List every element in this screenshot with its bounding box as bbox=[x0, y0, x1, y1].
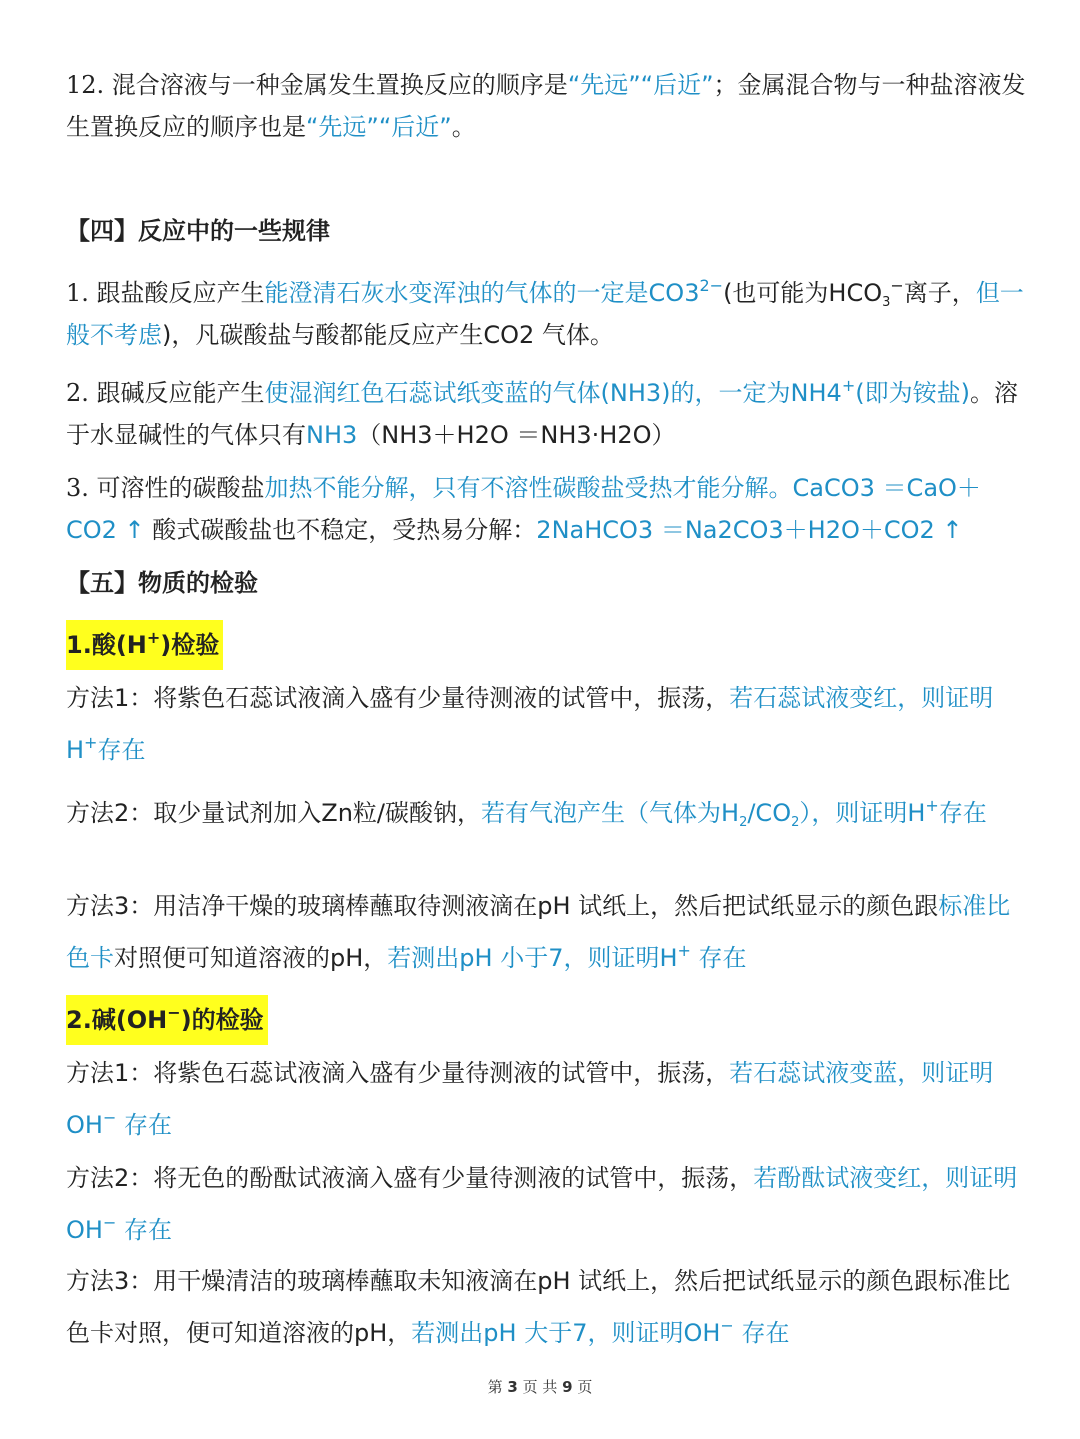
base-method-1 bbox=[66, 1047, 1026, 1151]
text: 方法3：用洁净干燥的玻璃棒蘸取待测液滴在pH 试纸上，然后把试纸显示的颜色跟 bbox=[66, 892, 939, 920]
superscript: + bbox=[84, 733, 98, 752]
highlight-text: 若酚酞试液变红，则证明 OH bbox=[66, 1164, 1018, 1244]
text: 离子， bbox=[903, 279, 976, 307]
text: 方法1：将紫色石蕊试液滴入盛有少量待测液的试管中，振荡， bbox=[66, 1059, 730, 1087]
acid-method-3 bbox=[66, 880, 1026, 984]
superscript: + bbox=[146, 628, 161, 647]
highlight-text: 若石蕊试液变红，则证明H bbox=[66, 684, 994, 764]
superscript: − bbox=[102, 1108, 117, 1127]
section-4-item-1 bbox=[66, 272, 1026, 356]
text: 酸式碳酸盐也不稳定，受热易分解： bbox=[144, 516, 537, 544]
highlight-text: 使湿润红色石蕊试纸变蓝的气体(NH3)的，一定为NH4 bbox=[264, 379, 842, 407]
highlight-text: 能澄清石灰水变浑浊的气体的一定是CO3 bbox=[264, 279, 700, 307]
acid-method-1 bbox=[66, 672, 1026, 776]
superscript: 2− bbox=[699, 276, 724, 295]
superscript: − bbox=[890, 276, 904, 295]
text: 跟盐酸反应产生 bbox=[88, 279, 265, 307]
item-number: 12. bbox=[66, 71, 105, 99]
section-5-title: 【五】物质的检验 bbox=[66, 569, 258, 597]
text: 方法2：将无色的酚酞试液滴入盛有少量待测液的试管中，振荡， bbox=[66, 1164, 754, 1192]
superscript: + bbox=[677, 941, 691, 960]
highlight-text: “先远”“后近” bbox=[306, 113, 452, 141]
text: 。溶于水显碱性的气体只有 bbox=[66, 379, 1018, 449]
text: 跟碱反应能产生 bbox=[88, 379, 265, 407]
subscript: 2 bbox=[791, 815, 800, 830]
footer-text: 页 共 bbox=[517, 1378, 563, 1396]
highlight-text: /CO bbox=[747, 799, 792, 827]
page-footer bbox=[0, 1376, 1080, 1397]
text: 方法3：用干燥清洁的玻璃棒蘸取未知液滴在pH 试纸上，然后把试纸显示的颜色跟标准比色卡对照，便可知道溶液的pH， bbox=[66, 1267, 1011, 1347]
superscript: − bbox=[720, 1316, 734, 1335]
superscript: + bbox=[841, 376, 856, 395]
acid-method-2 bbox=[66, 792, 1026, 834]
highlight-text: NH3 bbox=[306, 421, 358, 449]
superscript: + bbox=[925, 796, 939, 815]
text: 。 bbox=[451, 113, 476, 141]
highlight-text: 存在 bbox=[733, 1319, 790, 1347]
text: 可溶性的碳酸盐 bbox=[88, 474, 265, 502]
highlight-text: 存在 bbox=[97, 736, 146, 764]
highlight-text: 但一般不考虑 bbox=[66, 279, 1024, 349]
text: 对照便可知道溶液的pH， bbox=[114, 944, 388, 972]
highlight-text: ），则证明H bbox=[799, 799, 926, 827]
text: 方法2：取少量试剂加入Zn粒/碳酸钠， bbox=[66, 799, 482, 827]
superscript: − bbox=[167, 1003, 181, 1022]
heading-text: )检验 bbox=[160, 631, 220, 659]
highlight-text: 2NaHCO3 ＝Na2CO3＋H2O＋CO2 ↑ bbox=[536, 516, 963, 544]
highlight-text: 存在 bbox=[690, 944, 747, 972]
item-number: 3. bbox=[66, 474, 89, 502]
highlight-text: (即为铵盐) bbox=[855, 379, 970, 407]
base-test-heading bbox=[66, 995, 268, 1045]
heading-text: 1.酸(H bbox=[66, 631, 147, 659]
text: 混合溶液与一种金属发生置换反应的顺序是 bbox=[104, 71, 568, 99]
current-page-number: 3 bbox=[507, 1378, 518, 1396]
base-method-3 bbox=[66, 1255, 1026, 1359]
highlight-text: 若石蕊试液变蓝，则证明 OH bbox=[66, 1059, 994, 1139]
total-page-count: 9 bbox=[562, 1378, 573, 1396]
section-4-item-3 bbox=[66, 467, 1026, 551]
highlight-text: 若测出pH 大于7，则证明OH bbox=[411, 1319, 721, 1347]
rule-12-paragraph bbox=[66, 64, 1026, 148]
highlight-text: 存在 bbox=[116, 1111, 172, 1139]
highlight-text: 若测出pH 小于7，则证明H bbox=[387, 944, 678, 972]
section-4-title: 【四】反应中的一些规律 bbox=[66, 217, 330, 245]
acid-test-heading bbox=[66, 620, 223, 670]
text: 方法1：将紫色石蕊试液滴入盛有少量待测液的试管中，振荡， bbox=[66, 684, 730, 712]
highlight-text: 存在 bbox=[938, 799, 987, 827]
highlight-text: 存在 bbox=[116, 1216, 172, 1244]
text: ；金属混合物与一种盐溶液发生置换反应的顺序也是 bbox=[66, 71, 1026, 141]
subscript: 2 bbox=[739, 815, 748, 830]
base-method-2 bbox=[66, 1152, 1026, 1256]
highlight-text: 加热不能分解，只有不溶性碳酸盐受热才能分解。CaCO3 ＝CaO＋CO2 ↑ bbox=[66, 474, 981, 544]
heading-text: )的检验 bbox=[180, 1006, 264, 1034]
text: (也可能为HCO bbox=[723, 279, 883, 307]
item-number: 2. bbox=[66, 379, 89, 407]
item-number: 1. bbox=[66, 279, 89, 307]
section-4-item-2 bbox=[66, 372, 1026, 456]
highlight-text: “先远”“后近” bbox=[567, 71, 714, 99]
footer-text: 页 bbox=[572, 1378, 593, 1396]
text: （NH3＋H2O ＝NH3·H2O） bbox=[357, 421, 676, 449]
subscript: 3 bbox=[882, 295, 891, 310]
highlight-text: 若有气泡产生（气体为H bbox=[481, 799, 740, 827]
heading-text: 2.碱(OH bbox=[66, 1006, 168, 1034]
highlight-text: 标准比色卡 bbox=[66, 892, 1011, 972]
superscript: − bbox=[102, 1213, 117, 1232]
footer-text: 第 bbox=[487, 1378, 508, 1396]
text: )，凡碳酸盐与酸都能反应产生CO2 气体。 bbox=[162, 321, 614, 349]
